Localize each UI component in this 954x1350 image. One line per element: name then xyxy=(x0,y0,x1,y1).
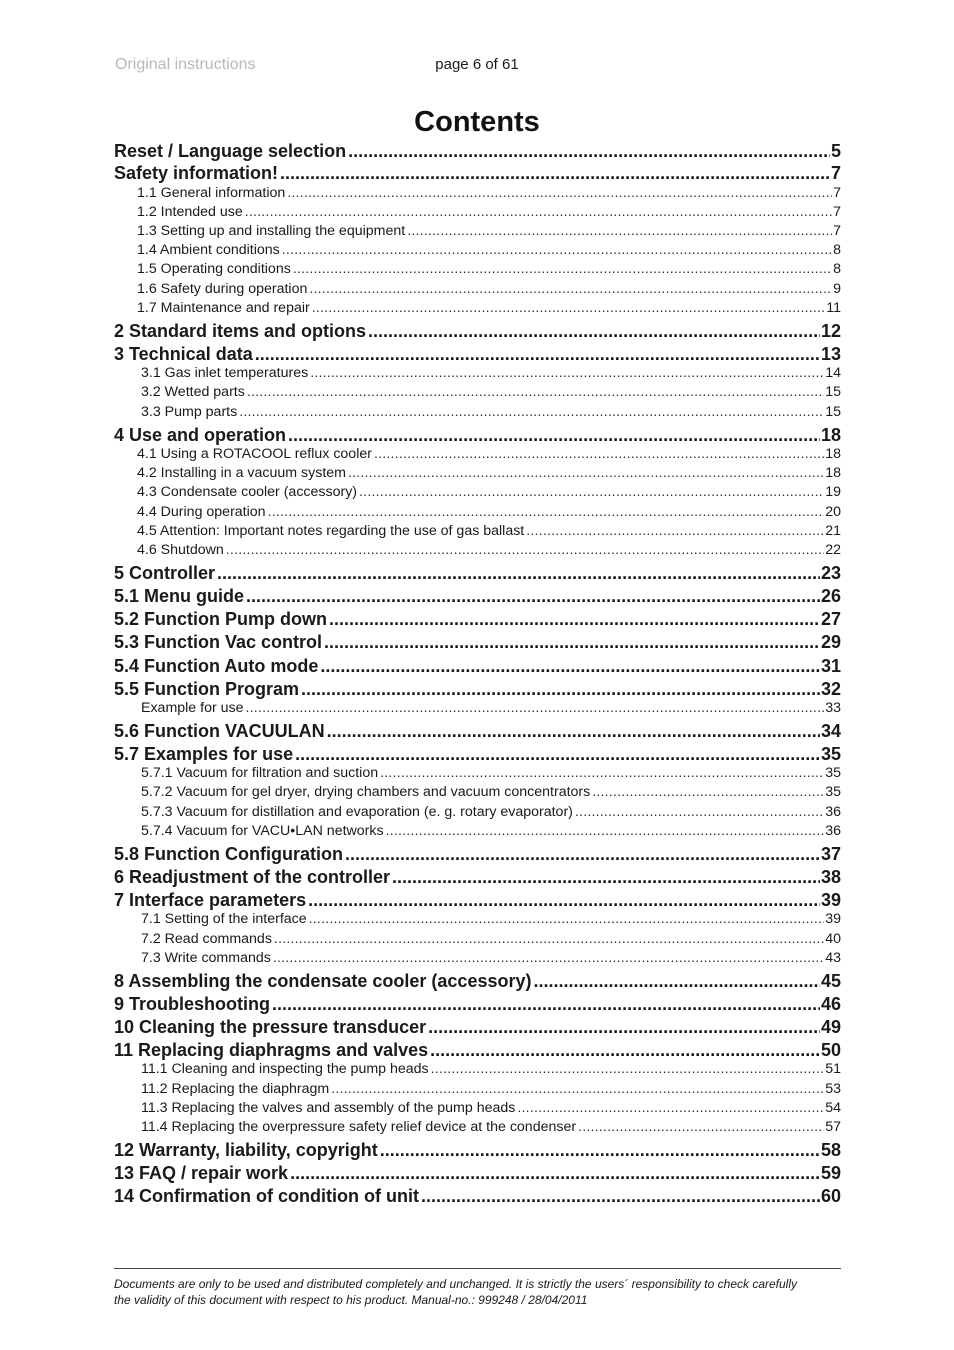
toc-dot-leader xyxy=(287,184,832,203)
toc-page-number: 26 xyxy=(820,586,841,606)
toc-dot-leader xyxy=(329,608,820,631)
toc-entry-title: 10 Cleaning the pressure transducer xyxy=(114,1017,427,1037)
toc-page-number: 7 xyxy=(833,223,841,239)
toc-subsection-entry[interactable] xyxy=(114,503,841,522)
toc-page-number: 23 xyxy=(820,563,841,583)
toc-entry-title: 11.2 Replacing the diaphragm xyxy=(141,1081,330,1097)
toc-section-entry[interactable] xyxy=(114,678,841,701)
toc-page-number: 35 xyxy=(820,744,841,764)
toc-dot-leader xyxy=(268,503,825,522)
toc-dot-leader xyxy=(295,743,820,766)
toc-entry-title: 7.3 Write commands xyxy=(141,950,271,966)
toc-subsection-entry[interactable] xyxy=(114,1060,841,1079)
toc-entry-title: 11 Replacing diaphragms and valves xyxy=(114,1040,429,1060)
toc-page-number: 21 xyxy=(825,523,841,539)
toc-subsection-entry[interactable] xyxy=(114,699,841,718)
toc-dot-leader xyxy=(431,1060,825,1079)
toc-entry-title: 5.7.2 Vacuum for gel dryer, drying chambers and vacuum concentrators xyxy=(141,784,591,800)
toc-page-number: 9 xyxy=(833,281,841,297)
footer-disclaimer xyxy=(114,1276,844,1308)
toc-page-number: 49 xyxy=(820,1017,841,1037)
toc-page-number: 37 xyxy=(820,844,841,864)
toc-dot-leader xyxy=(407,222,832,241)
toc-page-number: 36 xyxy=(825,804,841,820)
toc-dot-leader xyxy=(273,949,824,968)
toc-subsection-entry[interactable] xyxy=(114,445,841,464)
toc-dot-leader xyxy=(392,866,820,889)
toc-page-number: 14 xyxy=(825,365,841,381)
toc-dot-leader xyxy=(290,1162,820,1185)
toc-page-number: 35 xyxy=(825,784,841,800)
toc-page-number: 5 xyxy=(830,141,841,161)
toc-section-entry[interactable] xyxy=(114,140,841,163)
toc-page-number: 33 xyxy=(825,700,841,716)
toc-entry-title: 8 Assembling the condensate cooler (accessory) xyxy=(114,971,532,991)
toc-entry-title: 4.3 Condensate cooler (accessory) xyxy=(137,484,358,500)
toc-subsection-entry[interactable] xyxy=(114,1118,841,1137)
toc-page-number: 22 xyxy=(825,542,841,558)
toc-dot-leader xyxy=(348,140,830,163)
toc-dot-leader xyxy=(575,803,824,822)
toc-section-entry[interactable] xyxy=(114,631,841,654)
toc-section-entry[interactable] xyxy=(114,585,841,608)
toc-page-number: 29 xyxy=(820,632,841,652)
toc-dot-leader xyxy=(345,843,820,866)
toc-section-entry[interactable] xyxy=(114,162,841,185)
toc-subsection-entry[interactable] xyxy=(114,464,841,483)
toc-page-number: 32 xyxy=(820,679,841,699)
toc-dot-leader xyxy=(282,241,832,260)
toc-page-number: 15 xyxy=(825,404,841,420)
toc-entry-title: 1.1 General information xyxy=(137,185,286,201)
toc-entry-title: 5.6 Function VACUULAN xyxy=(114,721,325,741)
toc-entry-title: 3 Technical data xyxy=(114,344,253,364)
footer-line-2: the validity of this document with respect to his product. Manual-no.: 999248 / 28/04/2011 xyxy=(114,1293,588,1307)
toc-section-entry[interactable] xyxy=(114,993,841,1016)
toc-subsection-entry[interactable] xyxy=(114,822,841,841)
toc-entry-title: 11.4 Replacing the overpressure safety relief device at the condenser xyxy=(141,1119,577,1135)
toc-subsection-entry[interactable] xyxy=(114,241,841,260)
toc-page-number: 51 xyxy=(825,1061,841,1077)
toc-page-number: 43 xyxy=(825,950,841,966)
toc-dot-leader xyxy=(280,162,830,185)
toc-section-entry[interactable] xyxy=(114,720,841,743)
toc-subsection-entry[interactable] xyxy=(114,541,841,560)
toc-subsection-entry[interactable] xyxy=(114,280,841,299)
toc-entry-title: 7 Interface parameters xyxy=(114,890,307,910)
toc-section-entry[interactable] xyxy=(114,655,841,678)
toc-page-number: 40 xyxy=(825,931,841,947)
toc-page-number: 18 xyxy=(825,465,841,481)
toc-page-number: 13 xyxy=(820,344,841,364)
toc-dot-leader xyxy=(428,1016,820,1039)
toc-entry-title: 5.8 Function Configuration xyxy=(114,844,343,864)
toc-subsection-entry[interactable] xyxy=(114,522,841,541)
toc-section-entry[interactable] xyxy=(114,1016,841,1039)
toc-page-number: 46 xyxy=(820,994,841,1014)
toc-subsection-entry[interactable] xyxy=(114,764,841,783)
toc-subsection-entry[interactable] xyxy=(114,203,841,222)
toc-section-entry[interactable] xyxy=(114,608,841,631)
toc-page-number: 36 xyxy=(825,823,841,839)
toc-dot-leader xyxy=(310,364,824,383)
toc-entry-title: 4.4 During operation xyxy=(137,504,266,520)
toc-entry-title: 1.2 Intended use xyxy=(137,204,243,220)
toc-page-number: 7 xyxy=(833,204,841,220)
toc-subsection-entry[interactable] xyxy=(114,299,841,318)
toc-dot-leader xyxy=(380,1139,820,1162)
page-title: Contents xyxy=(414,106,540,138)
toc-entry-title: 4.5 Attention: Important notes regarding the use of gas ballast xyxy=(137,523,525,539)
toc-dot-leader xyxy=(293,260,832,279)
toc-dot-leader xyxy=(301,678,820,701)
toc-page-number: 38 xyxy=(820,867,841,887)
toc-dot-leader xyxy=(348,464,824,483)
toc-page-number: 18 xyxy=(820,425,841,445)
toc-entry-title: 7.2 Read commands xyxy=(141,931,272,947)
toc-entry-title: 5.1 Menu guide xyxy=(114,586,245,606)
toc-entry-title: 6 Readjustment of the controller xyxy=(114,867,391,887)
toc-page-number: 15 xyxy=(825,384,841,400)
toc-section-entry[interactable] xyxy=(114,1162,841,1185)
toc-section-entry[interactable] xyxy=(114,970,841,993)
toc-entry-title: 5.5 Function Program xyxy=(114,679,300,699)
toc-section-entry[interactable] xyxy=(114,320,841,343)
toc-entry-title: 5.4 Function Auto mode xyxy=(114,656,319,676)
toc-dot-leader xyxy=(226,541,824,560)
toc-page-number: 45 xyxy=(820,971,841,991)
toc-entry-title: 1.7 Maintenance and repair xyxy=(137,300,310,316)
toc-dot-leader xyxy=(592,783,824,802)
toc-entry-title: 7.1 Setting of the interface xyxy=(141,911,307,927)
toc-dot-leader xyxy=(272,993,820,1016)
toc-section-entry[interactable] xyxy=(114,843,841,866)
toc-entry-title: 1.6 Safety during operation xyxy=(137,281,308,297)
toc-entry-title: 4 Use and operation xyxy=(114,425,287,445)
toc-entry-title: 13 FAQ / repair work xyxy=(114,1163,289,1183)
toc-entry-title: 11.3 Replacing the valves and assembly of the pump heads xyxy=(141,1100,516,1116)
toc-page-number: 35 xyxy=(825,765,841,781)
toc-subsection-entry[interactable] xyxy=(114,783,841,802)
toc-entry-title: 9 Troubleshooting xyxy=(114,994,270,1014)
toc-entry-title: 3.3 Pump parts xyxy=(141,404,238,420)
toc-dot-leader xyxy=(309,280,832,299)
toc-dot-leader xyxy=(386,822,825,841)
toc-entry-title: 5 Controller xyxy=(114,563,216,583)
toc-subsection-entry[interactable] xyxy=(114,910,841,929)
toc-dot-leader xyxy=(274,930,824,949)
toc-dot-leader xyxy=(359,483,824,502)
toc-page-number: 31 xyxy=(820,656,841,676)
page-number: page 6 of 61 xyxy=(435,56,519,73)
toc-entry-title: 3.2 Wetted parts xyxy=(141,384,245,400)
toc-subsection-entry[interactable] xyxy=(114,383,841,402)
toc-dot-leader xyxy=(533,970,819,993)
toc-subsection-entry[interactable] xyxy=(114,222,841,241)
toc-section-entry[interactable] xyxy=(114,424,841,447)
toc-entry-title: Safety information! xyxy=(114,163,279,183)
toc-subsection-entry[interactable] xyxy=(114,930,841,949)
toc-section-entry[interactable] xyxy=(114,866,841,889)
toc-page-number: 39 xyxy=(820,890,841,910)
toc-dot-leader xyxy=(578,1118,824,1137)
toc-dot-leader xyxy=(368,320,820,343)
toc-dot-leader xyxy=(239,403,824,422)
toc-page-number: 18 xyxy=(825,446,841,462)
toc-entry-title: 3.1 Gas inlet temperatures xyxy=(141,365,309,381)
toc-subsection-entry[interactable] xyxy=(114,1080,841,1099)
toc-entry-title: 5.7 Examples for use xyxy=(114,744,294,764)
document-type-label: Original instructions xyxy=(115,56,256,73)
toc-dot-leader xyxy=(526,522,824,541)
footer-divider xyxy=(114,1268,841,1269)
toc-entry-title: 5.3 Function Vac control xyxy=(114,632,323,652)
toc-page-number: 7 xyxy=(833,185,841,201)
toc-entry-title: 14 Confirmation of condition of unit xyxy=(114,1186,419,1206)
toc-entry-title: 4.1 Using a ROTACOOL reflux cooler xyxy=(137,446,372,462)
toc-dot-leader xyxy=(288,424,820,447)
toc-dot-leader xyxy=(247,383,824,402)
toc-page-number: 39 xyxy=(825,911,841,927)
toc-subsection-entry[interactable] xyxy=(114,184,841,203)
toc-section-entry[interactable] xyxy=(114,1185,841,1208)
toc-entry-title: 1.3 Setting up and installing the equipment xyxy=(137,223,406,239)
toc-entry-title: 1.4 Ambient conditions xyxy=(137,242,280,258)
toc-page-number: 57 xyxy=(825,1119,841,1135)
toc-dot-leader xyxy=(324,631,820,654)
toc-dot-leader xyxy=(327,720,820,743)
toc-section-entry[interactable] xyxy=(114,343,841,366)
toc-entry-title: 2 Standard items and options xyxy=(114,321,367,341)
toc-entry-title: 1.5 Operating conditions xyxy=(137,261,291,277)
toc-dot-leader xyxy=(374,445,824,464)
toc-page-number: 27 xyxy=(820,609,841,629)
toc-page-number: 12 xyxy=(820,321,841,341)
toc-page-number: 53 xyxy=(825,1081,841,1097)
toc-entry-title: 4.2 Installing in a vacuum system xyxy=(137,465,346,481)
toc-page-number: 34 xyxy=(820,721,841,741)
toc-dot-leader xyxy=(517,1099,824,1118)
toc-entry-title: Reset / Language selection xyxy=(114,141,347,161)
toc-entry-title: 5.7.4 Vacuum for VACU•LAN networks xyxy=(141,823,384,839)
toc-entry-title: 5.7.1 Vacuum for filtration and suction xyxy=(141,765,379,781)
toc-subsection-entry[interactable] xyxy=(114,949,841,968)
toc-dot-leader xyxy=(309,910,825,929)
toc-entry-title: 5.7.3 Vacuum for distillation and evaporation (e. g. rotary evaporator) xyxy=(141,804,573,820)
toc-subsection-entry[interactable] xyxy=(114,403,841,422)
toc-subsection-entry[interactable] xyxy=(114,803,841,822)
toc-dot-leader xyxy=(331,1080,824,1099)
toc-page-number: 54 xyxy=(825,1100,841,1116)
toc-dot-leader xyxy=(312,299,826,318)
toc-page-number: 19 xyxy=(825,484,841,500)
toc-section-entry[interactable] xyxy=(114,1039,841,1062)
toc-page-number: 8 xyxy=(833,261,841,277)
toc-dot-leader xyxy=(217,562,820,585)
toc-page-number: 20 xyxy=(825,504,841,520)
toc-dot-leader xyxy=(380,764,824,783)
toc-subsection-entry[interactable] xyxy=(114,364,841,383)
toc-section-entry[interactable] xyxy=(114,889,841,912)
toc-page-number: 11 xyxy=(826,300,841,316)
toc-entry-title: 5.2 Function Pump down xyxy=(114,609,327,629)
toc-page-number: 8 xyxy=(833,242,841,258)
toc-dot-leader xyxy=(320,655,820,678)
toc-dot-leader xyxy=(246,699,825,718)
toc-entry-title: 12 Warranty, liability, copyright xyxy=(114,1140,378,1160)
toc-section-entry[interactable] xyxy=(114,562,841,585)
toc-dot-leader xyxy=(308,889,820,912)
toc-page-number: 60 xyxy=(820,1186,841,1206)
toc-section-entry[interactable] xyxy=(114,1139,841,1162)
toc-subsection-entry[interactable] xyxy=(114,260,841,279)
toc-subsection-entry[interactable] xyxy=(114,1099,841,1118)
toc-page-number: 58 xyxy=(820,1140,841,1160)
toc-dot-leader xyxy=(246,585,820,608)
toc-dot-leader xyxy=(421,1185,820,1208)
toc-dot-leader xyxy=(245,203,832,222)
toc-page-number: 59 xyxy=(820,1163,841,1183)
toc-dot-leader xyxy=(255,343,820,366)
toc-entry-title: Example for use xyxy=(141,700,244,716)
toc-subsection-entry[interactable] xyxy=(114,483,841,502)
toc-page-number: 7 xyxy=(830,163,841,183)
toc-entry-title: 11.1 Cleaning and inspecting the pump heads xyxy=(141,1061,429,1077)
toc-section-entry[interactable] xyxy=(114,743,841,766)
footer-line-1: Documents are only to be used and distributed completely and unchanged. It is strictly the users´ responsibility to check carefully xyxy=(114,1277,798,1291)
toc-dot-leader xyxy=(430,1039,820,1062)
toc-page-number: 50 xyxy=(820,1040,841,1060)
toc-entry-title: 4.6 Shutdown xyxy=(137,542,224,558)
